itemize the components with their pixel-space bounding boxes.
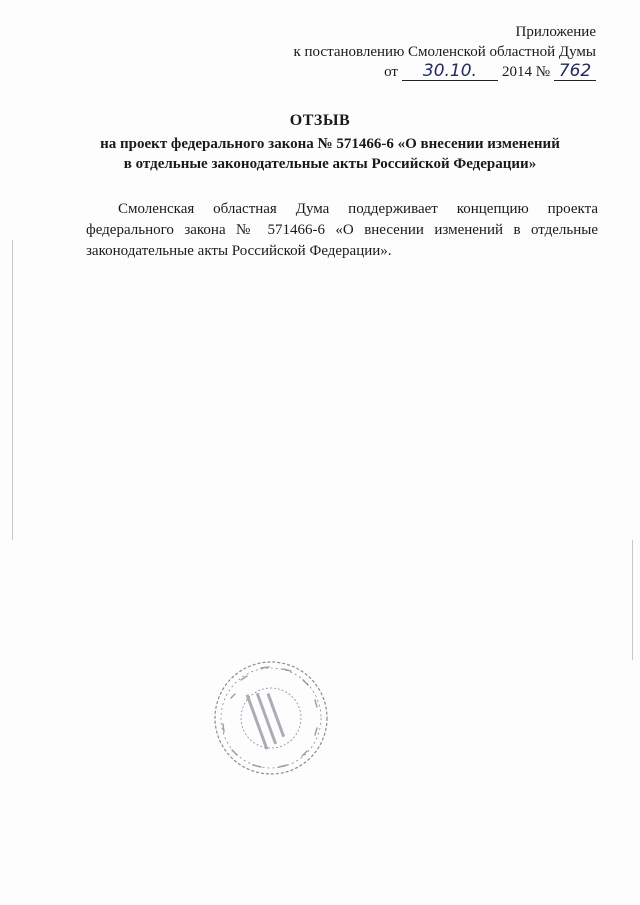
- scan-margin-line-right: [632, 540, 633, 660]
- round-seal-icon: [211, 658, 331, 778]
- handwritten-number: 762: [554, 62, 596, 81]
- body-paragraph: Смоленская областная Дума поддерживает концепцию проекта федерального закона № 571466-6 «О внесении изменений в отдельные законодательные акты Российской Федерации».: [86, 201, 598, 259]
- subtitle-line-1: на проект федерального закона № 571466-6 «О внесении изменений: [100, 136, 560, 152]
- appendix-label: Приложение: [515, 24, 596, 40]
- subtitle-line-2: в отдельные законодательные акты Российской Федерации»: [123, 156, 537, 172]
- handwritten-date: 30.10.: [402, 62, 498, 81]
- year-number-label: 2014 №: [501, 64, 550, 80]
- appendix-header: [293, 22, 596, 82]
- date-number-line: [293, 62, 596, 82]
- scan-margin-line: [12, 240, 13, 540]
- date-prefix: от: [384, 64, 398, 80]
- document-title: ОТЗЫВ: [289, 112, 351, 129]
- resolution-reference: к постановлению Смоленской областной Думы: [293, 44, 596, 60]
- document-subtitle: [60, 134, 600, 174]
